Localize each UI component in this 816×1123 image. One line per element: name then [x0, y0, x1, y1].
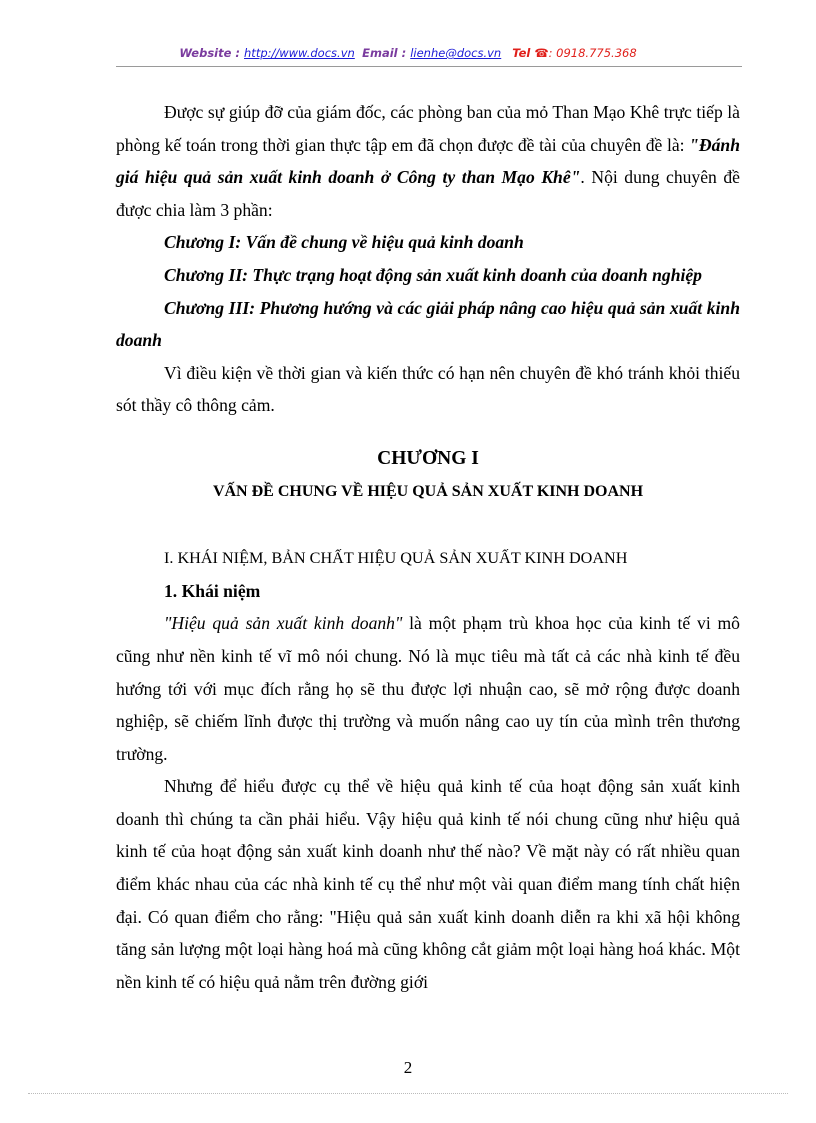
email-label: Email: [362, 46, 398, 60]
page-header: [0, 46, 816, 60]
definition-paragraph: [116, 607, 740, 770]
phone-icon: ☎: [534, 46, 549, 60]
outline-chapter-2: Chương II: Thực trạng hoạt động sản xuất kinh doanh của doanh nghiệp: [164, 264, 702, 285]
outline-chapter-3: Chương III: Phương hướng và các giải pháp nâng cao hiệu quả sản xuất kinh doanh: [116, 297, 740, 351]
email-link[interactable]: lienhe@docs.vn: [410, 46, 502, 60]
phone-number: : 0918.775.368: [548, 46, 637, 60]
email-separator: :: [397, 46, 411, 60]
subsection-heading: 1. Khái niệm: [164, 580, 261, 601]
chapter-subtitle: VẤN ĐỀ CHUNG VỀ HIỆU QUẢ SẢN XUẤT KINH DOANH: [212, 482, 644, 500]
tel-label: Tel: [512, 46, 535, 60]
website-label: Website :: [179, 46, 245, 60]
definition-text: là một phạm trù khoa học của kinh tế vi mô cũng như nền kinh tế vĩ mô nói chung. Nó là mục tiêu mà tất cả các nhà kinh tế đều hướng tới với mục đích rằng họ sẽ thu được lợi nhuận cao, sẽ mở rộng được doanh nghiệp, sẽ chiếm lĩnh được thị trường và muốn nâng cao uy tín của mình trên thương trường.: [116, 613, 740, 764]
intro-paragraph: [116, 96, 740, 226]
section-heading: I. KHÁI NIỆM, BẢN CHẤT HIỆU QUẢ SẢN XUẤT KINH DOANH: [164, 549, 628, 568]
header-divider: [116, 66, 742, 67]
body-paragraph: Nhưng để hiểu được cụ thể về hiệu quả kinh tế của hoạt động sản xuất kinh doanh thì chúng ta cần phải hiểu. Vậy hiệu quả kinh tế nói chung cũng như hiệu quả kinh tế của hoạt động sản xuất kinh doanh như thế nào? Về mặt này có rất nhiều quan điểm khác nhau của các nhà kinh tế cụ thể như một vài quan điểm mang tính chất hiện đại. Có quan điểm cho rằng: "Hiệu quả sản xuất kinh doanh diễn ra khi xã hội không tăng sản lượng một loại hàng hoá mà cũng không cắt giảm một loại hàng hoá khác. Một nền kinh tế có hiệu quả nằm trên đường giới: [116, 776, 740, 992]
intro-text-end: . Nội dung chuyên đề được chia làm 3 phần:: [116, 167, 740, 220]
closing-paragraph: Vì điều kiện về thời gian và kiến thức có hạn nên chuyên đề khó tránh khỏi thiếu sót thầy cô thông cảm.: [116, 362, 740, 416]
website-link[interactable]: http://www.docs.vn: [244, 46, 355, 60]
page-bottom-divider: [28, 1093, 788, 1094]
page-number: 2: [403, 1058, 413, 1077]
outline-chapter-1: Chương I: Vấn đề chung về hiệu quả kinh doanh: [164, 232, 524, 253]
defined-term: "Hiệu quả sản xuất kinh doanh": [164, 613, 403, 634]
intro-text: Được sự giúp đỡ của giám đốc, các phòng ban của mỏ Than Mạo Khê trực tiếp là phòng kế toán trong thời gian thực tập em đã chọn được đề tài của chuyên đề là:: [116, 102, 740, 155]
page-body: [116, 96, 740, 998]
chapter-title: CHƯƠNG I: [377, 447, 479, 469]
thesis-title: "Đánh giá hiệu quả sản xuất kinh doanh ở Công ty than Mạo Khê": [116, 134, 740, 188]
